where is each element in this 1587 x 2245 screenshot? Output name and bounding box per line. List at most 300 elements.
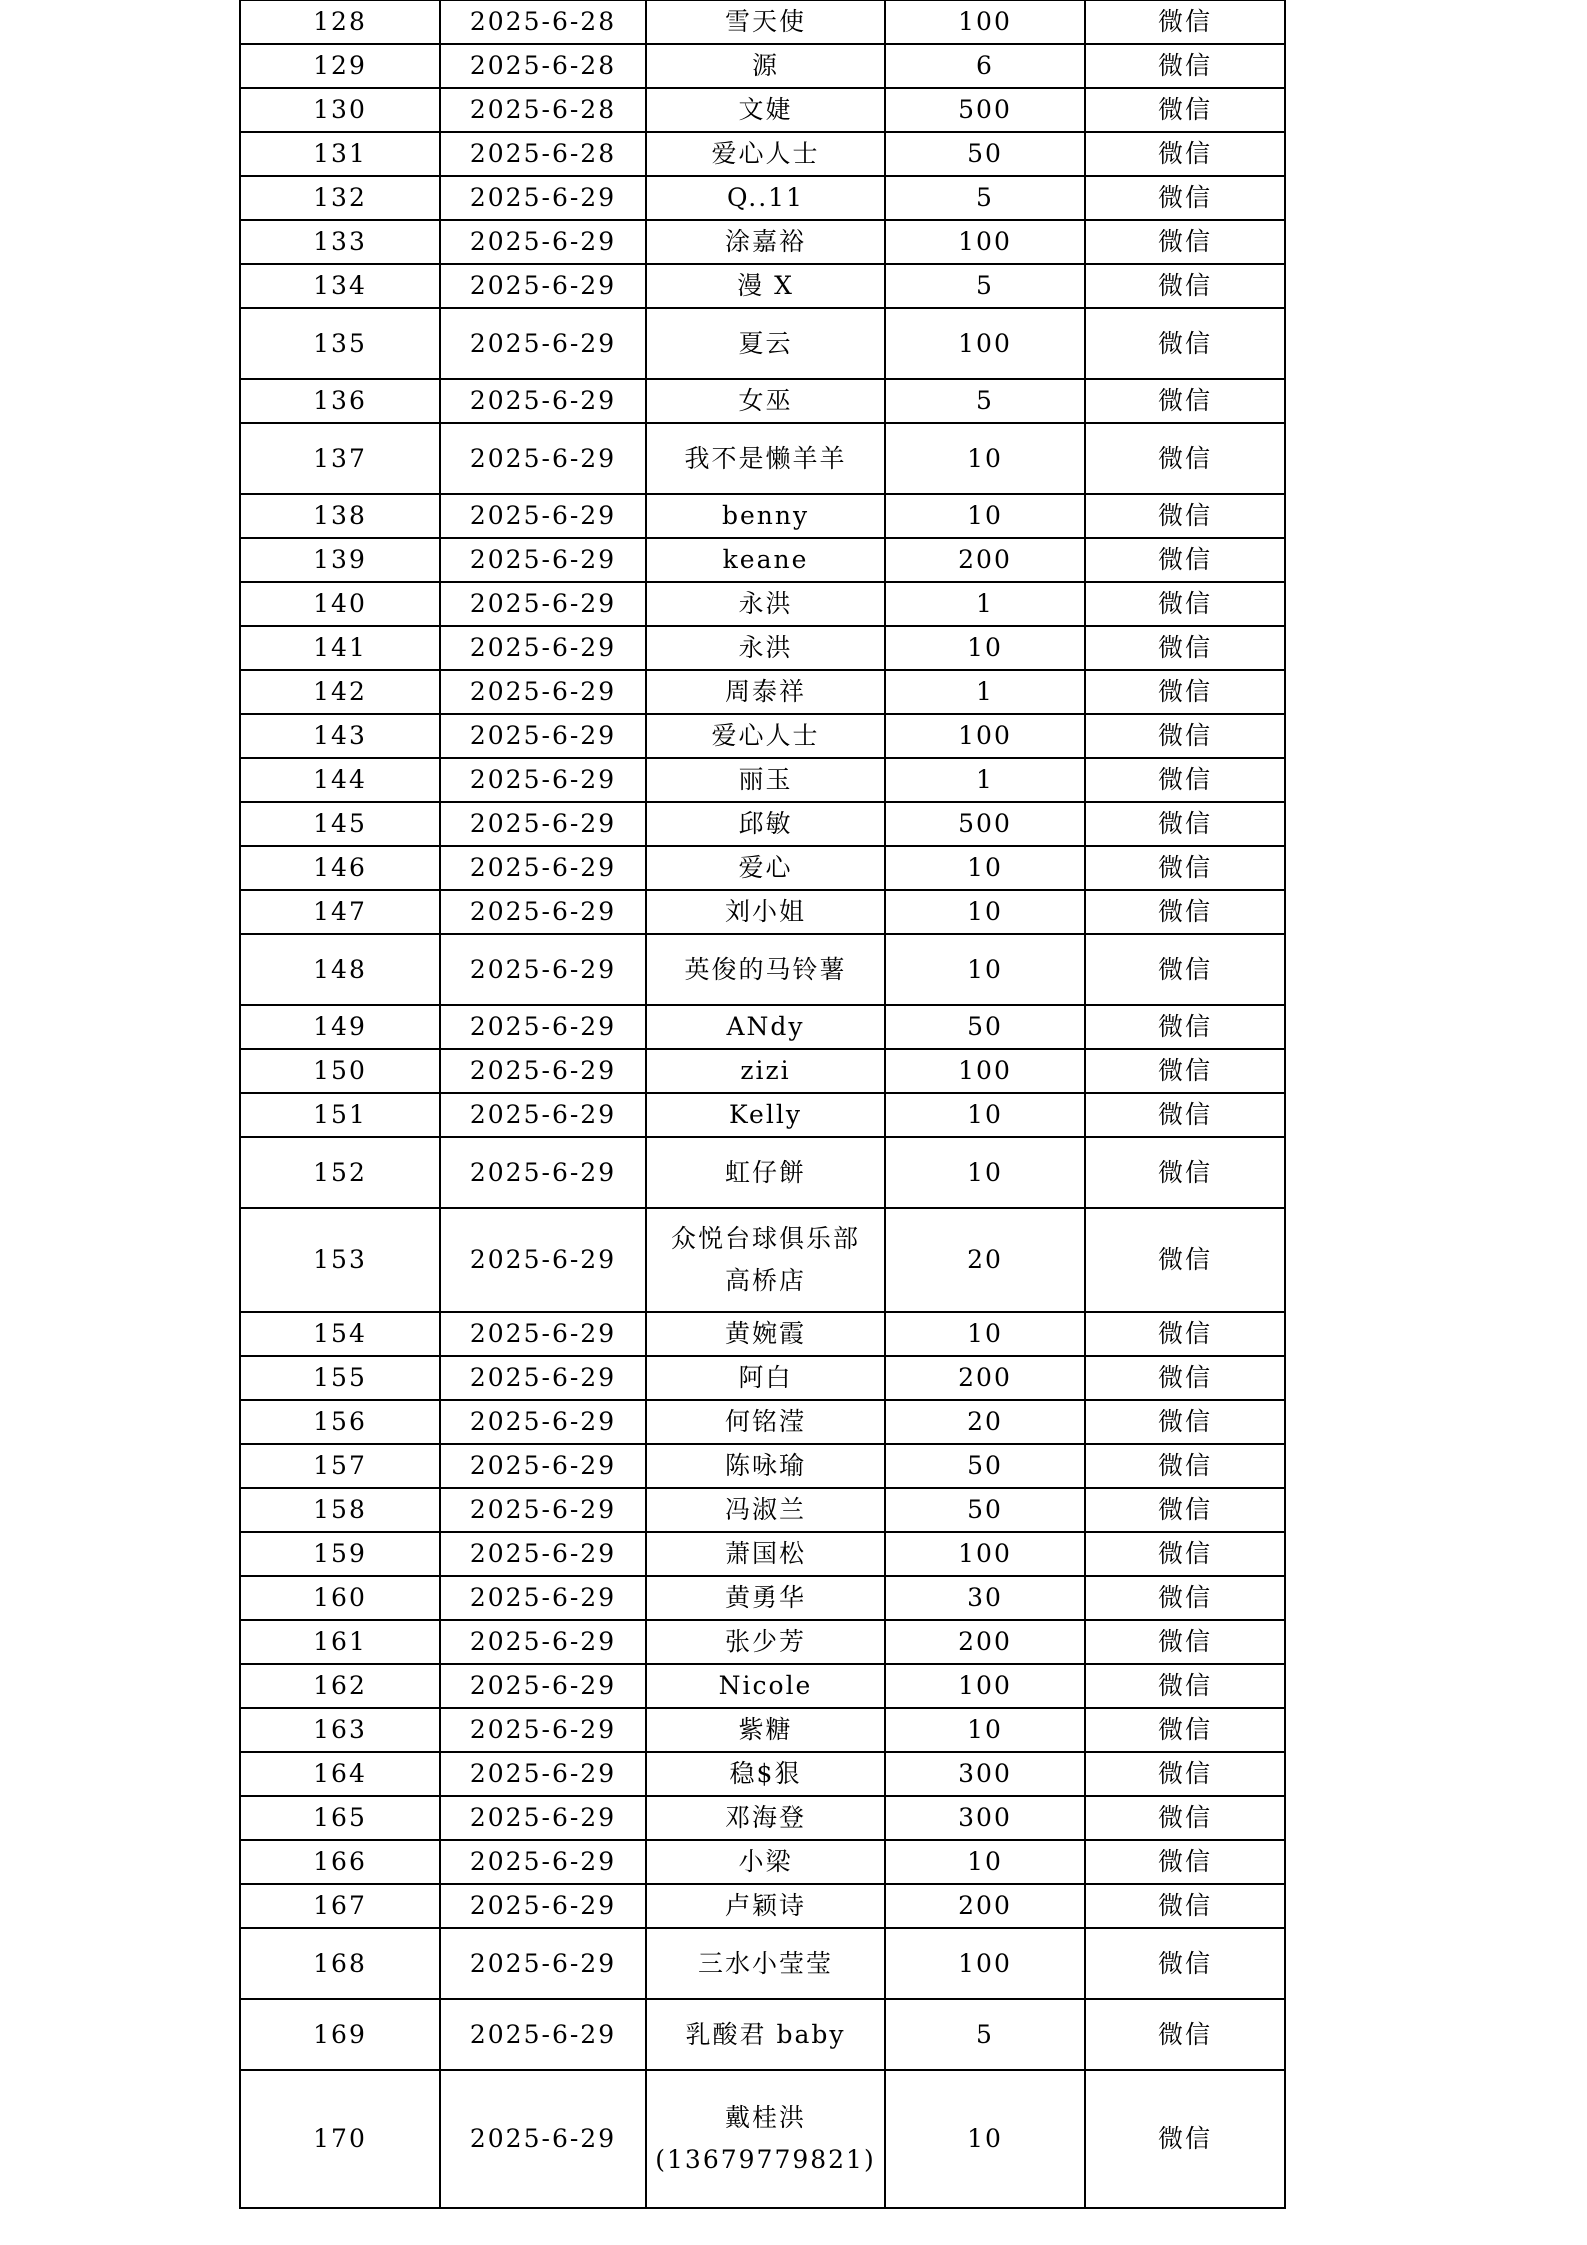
donor-name xyxy=(646,0,885,44)
payment-channel: 微信 xyxy=(1085,1208,1285,1312)
donor-name xyxy=(646,1928,885,1999)
donor-name-line: 张少芳 xyxy=(724,1627,806,1656)
table-row xyxy=(240,1208,1285,1312)
donor-name-line: 黄婉霞 xyxy=(724,1319,806,1348)
donor-name-line: ANdy xyxy=(726,1012,805,1041)
payment-channel: 微信 xyxy=(1085,1840,1285,1884)
table-row xyxy=(240,890,1285,934)
donation-amount: 100 xyxy=(885,714,1085,758)
donor-name-line: 众悦台球俱乐部 xyxy=(670,1224,860,1253)
donor-name xyxy=(646,1532,885,1576)
donation-amount: 5 xyxy=(885,379,1085,423)
donor-name-line: 文婕 xyxy=(738,95,793,124)
table-row xyxy=(240,670,1285,714)
row-number: 149 xyxy=(240,1005,440,1049)
donation-date: 2025-6-29 xyxy=(440,1796,646,1840)
donation-date: 2025-6-29 xyxy=(440,220,646,264)
table-row xyxy=(240,379,1285,423)
payment-channel: 微信 xyxy=(1085,890,1285,934)
donor-name xyxy=(646,1664,885,1708)
table-row xyxy=(240,1005,1285,1049)
payment-channel: 微信 xyxy=(1085,1999,1285,2070)
donor-name xyxy=(646,1752,885,1796)
donation-date: 2025-6-29 xyxy=(440,1444,646,1488)
donor-name xyxy=(646,308,885,379)
payment-channel: 微信 xyxy=(1085,132,1285,176)
row-number: 134 xyxy=(240,264,440,308)
row-number: 130 xyxy=(240,88,440,132)
donor-name xyxy=(646,264,885,308)
payment-channel: 微信 xyxy=(1085,379,1285,423)
donation-amount: 200 xyxy=(885,538,1085,582)
row-number: 159 xyxy=(240,1532,440,1576)
payment-channel: 微信 xyxy=(1085,2070,1285,2208)
donor-name-line: 高桥店 xyxy=(724,1266,806,1295)
table-row xyxy=(240,1840,1285,1884)
payment-channel: 微信 xyxy=(1085,264,1285,308)
donation-amount: 50 xyxy=(885,132,1085,176)
row-number: 140 xyxy=(240,582,440,626)
donation-amount: 10 xyxy=(885,934,1085,1005)
donor-name xyxy=(646,44,885,88)
donor-name-line: 虹仔餅 xyxy=(724,1157,806,1187)
donation-date: 2025-6-29 xyxy=(440,1576,646,1620)
donor-name-line: 稳$狠 xyxy=(729,1759,802,1788)
payment-channel: 微信 xyxy=(1085,538,1285,582)
donation-amount: 50 xyxy=(885,1005,1085,1049)
donor-name xyxy=(646,1488,885,1532)
row-number: 128 xyxy=(240,0,440,44)
donor-name-line: keane xyxy=(722,545,809,574)
donation-amount: 5 xyxy=(885,264,1085,308)
row-number: 129 xyxy=(240,44,440,88)
donation-amount: 50 xyxy=(885,1444,1085,1488)
row-number: 166 xyxy=(240,1840,440,1884)
table-row xyxy=(240,494,1285,538)
donation-date: 2025-6-29 xyxy=(440,890,646,934)
donation-date: 2025-6-29 xyxy=(440,1312,646,1356)
donor-name xyxy=(646,1884,885,1928)
donation-amount: 5 xyxy=(885,176,1085,220)
donation-amount: 10 xyxy=(885,890,1085,934)
table-row xyxy=(240,1532,1285,1576)
donation-date: 2025-6-29 xyxy=(440,1928,646,1999)
row-number: 160 xyxy=(240,1576,440,1620)
payment-channel: 微信 xyxy=(1085,220,1285,264)
row-number: 141 xyxy=(240,626,440,670)
donor-name xyxy=(646,1208,885,1312)
payment-channel: 微信 xyxy=(1085,176,1285,220)
donation-date: 2025-6-29 xyxy=(440,1708,646,1752)
donation-amount: 100 xyxy=(885,1928,1085,1999)
donor-name-line: 刘小姐 xyxy=(724,897,806,926)
donation-amount: 100 xyxy=(885,308,1085,379)
donation-date: 2025-6-29 xyxy=(440,802,646,846)
donor-name xyxy=(646,890,885,934)
payment-channel: 微信 xyxy=(1085,1137,1285,1208)
donation-amount: 200 xyxy=(885,1884,1085,1928)
row-number: 136 xyxy=(240,379,440,423)
donor-name xyxy=(646,1444,885,1488)
payment-channel: 微信 xyxy=(1085,423,1285,494)
donor-name-line: 冯淑兰 xyxy=(724,1495,806,1524)
row-number: 156 xyxy=(240,1400,440,1444)
donation-amount: 200 xyxy=(885,1620,1085,1664)
row-number: 143 xyxy=(240,714,440,758)
donation-amount: 200 xyxy=(885,1356,1085,1400)
donor-name xyxy=(646,88,885,132)
donation-date: 2025-6-29 xyxy=(440,626,646,670)
donation-date: 2025-6-29 xyxy=(440,758,646,802)
row-number: 144 xyxy=(240,758,440,802)
donation-date: 2025-6-28 xyxy=(440,132,646,176)
donation-date: 2025-6-29 xyxy=(440,176,646,220)
donor-name xyxy=(646,714,885,758)
donor-name xyxy=(646,1840,885,1884)
row-number: 142 xyxy=(240,670,440,714)
table-row xyxy=(240,264,1285,308)
table-row xyxy=(240,538,1285,582)
donor-name-line: 何铭滢 xyxy=(724,1407,806,1436)
donation-date: 2025-6-29 xyxy=(440,264,646,308)
row-number: 135 xyxy=(240,308,440,379)
donation-amount: 10 xyxy=(885,1840,1085,1884)
table-row xyxy=(240,1049,1285,1093)
donation-amount: 10 xyxy=(885,846,1085,890)
donation-amount: 6 xyxy=(885,44,1085,88)
table-row xyxy=(240,308,1285,379)
donor-name xyxy=(646,1708,885,1752)
donor-name xyxy=(646,379,885,423)
donor-name xyxy=(646,1576,885,1620)
row-number: 155 xyxy=(240,1356,440,1400)
donor-name xyxy=(646,802,885,846)
donor-name-line: 英俊的马铃薯 xyxy=(684,954,847,984)
donor-name xyxy=(646,423,885,494)
donor-name xyxy=(646,626,885,670)
donor-name xyxy=(646,2070,885,2208)
table-row xyxy=(240,0,1285,44)
donor-name-line: 夏云 xyxy=(738,328,793,358)
donation-amount: 10 xyxy=(885,423,1085,494)
table-row xyxy=(240,1752,1285,1796)
donation-amount: 100 xyxy=(885,1664,1085,1708)
row-number: 157 xyxy=(240,1444,440,1488)
row-number: 161 xyxy=(240,1620,440,1664)
donor-name-line: 漫 X xyxy=(737,271,794,300)
donation-date: 2025-6-29 xyxy=(440,714,646,758)
row-number: 147 xyxy=(240,890,440,934)
donor-name-line: 涂嘉裕 xyxy=(724,227,806,256)
donor-name xyxy=(646,220,885,264)
row-number: 167 xyxy=(240,1884,440,1928)
donor-name xyxy=(646,846,885,890)
row-number: 133 xyxy=(240,220,440,264)
donor-name xyxy=(646,1137,885,1208)
donor-name-line: 陈咏瑜 xyxy=(724,1451,806,1480)
row-number: 170 xyxy=(240,2070,440,2208)
donor-name-line: 小梁 xyxy=(738,1847,793,1876)
table-row xyxy=(240,1093,1285,1137)
payment-channel: 微信 xyxy=(1085,582,1285,626)
payment-channel: 微信 xyxy=(1085,626,1285,670)
donor-name-line: zizi xyxy=(740,1056,791,1085)
payment-channel: 微信 xyxy=(1085,1752,1285,1796)
row-number: 153 xyxy=(240,1208,440,1312)
table-row xyxy=(240,1356,1285,1400)
payment-channel: 微信 xyxy=(1085,0,1285,44)
donor-name xyxy=(646,1796,885,1840)
donor-name-line: 阿白 xyxy=(738,1363,793,1392)
donor-name-line: 卢颖诗 xyxy=(724,1891,806,1920)
donor-name-line: 爱心人士 xyxy=(711,139,820,168)
donor-name-line: 紫糖 xyxy=(738,1715,793,1744)
donation-date: 2025-6-29 xyxy=(440,379,646,423)
table-row xyxy=(240,423,1285,494)
donation-date: 2025-6-29 xyxy=(440,1049,646,1093)
table-row xyxy=(240,1884,1285,1928)
donation-date: 2025-6-29 xyxy=(440,1356,646,1400)
table-row xyxy=(240,1708,1285,1752)
row-number: 148 xyxy=(240,934,440,1005)
row-number: 163 xyxy=(240,1708,440,1752)
donor-name-line: 周泰祥 xyxy=(724,677,806,706)
table-row xyxy=(240,714,1285,758)
donor-name-line: 爱心 xyxy=(738,853,793,882)
table-row xyxy=(240,1928,1285,1999)
donation-amount: 300 xyxy=(885,1796,1085,1840)
donor-name xyxy=(646,1356,885,1400)
donation-date: 2025-6-28 xyxy=(440,44,646,88)
payment-channel: 微信 xyxy=(1085,88,1285,132)
donor-name-line: Q..11 xyxy=(727,183,804,212)
donation-amount: 10 xyxy=(885,1093,1085,1137)
table-row xyxy=(240,626,1285,670)
table-row xyxy=(240,1796,1285,1840)
payment-channel: 微信 xyxy=(1085,802,1285,846)
payment-channel: 微信 xyxy=(1085,1093,1285,1137)
payment-channel: 微信 xyxy=(1085,1532,1285,1576)
table-row xyxy=(240,176,1285,220)
row-number: 132 xyxy=(240,176,440,220)
table-row xyxy=(240,1664,1285,1708)
donor-name-line: 萧国松 xyxy=(724,1539,806,1568)
donor-name xyxy=(646,758,885,802)
donor-name xyxy=(646,132,885,176)
table-row xyxy=(240,582,1285,626)
donation-date: 2025-6-29 xyxy=(440,1752,646,1796)
donation-amount: 500 xyxy=(885,802,1085,846)
donation-amount: 10 xyxy=(885,2070,1085,2208)
row-number: 131 xyxy=(240,132,440,176)
payment-channel: 微信 xyxy=(1085,1620,1285,1664)
donation-amount: 100 xyxy=(885,220,1085,264)
donation-amount: 500 xyxy=(885,88,1085,132)
donor-name xyxy=(646,176,885,220)
row-number: 162 xyxy=(240,1664,440,1708)
donation-amount: 20 xyxy=(885,1400,1085,1444)
payment-channel: 微信 xyxy=(1085,1488,1285,1532)
payment-channel: 微信 xyxy=(1085,1049,1285,1093)
donation-date: 2025-6-29 xyxy=(440,1664,646,1708)
donor-name-line: 永洪 xyxy=(738,633,793,662)
table-row xyxy=(240,1444,1285,1488)
donor-name-line: (13679779821) xyxy=(655,2145,876,2174)
donor-name xyxy=(646,1005,885,1049)
payment-channel: 微信 xyxy=(1085,1664,1285,1708)
donation-date: 2025-6-29 xyxy=(440,846,646,890)
donation-amount: 5 xyxy=(885,1999,1085,2070)
row-number: 150 xyxy=(240,1049,440,1093)
donor-name xyxy=(646,1999,885,2070)
donation-date: 2025-6-29 xyxy=(440,308,646,379)
donation-date: 2025-6-29 xyxy=(440,582,646,626)
donor-name xyxy=(646,670,885,714)
donor-name xyxy=(646,1400,885,1444)
donation-date: 2025-6-29 xyxy=(440,1400,646,1444)
donation-amount: 10 xyxy=(885,1137,1085,1208)
donor-name-line: benny xyxy=(721,501,810,530)
payment-channel: 微信 xyxy=(1085,1796,1285,1840)
donation-table xyxy=(239,0,1286,2209)
donor-name-line: 丽玉 xyxy=(738,765,793,794)
donor-name-line: 黄勇华 xyxy=(724,1583,806,1612)
donation-amount: 100 xyxy=(885,1049,1085,1093)
donation-date: 2025-6-29 xyxy=(440,1840,646,1884)
donation-date: 2025-6-29 xyxy=(440,1005,646,1049)
payment-channel: 微信 xyxy=(1085,1708,1285,1752)
donation-amount: 10 xyxy=(885,494,1085,538)
donor-name-line: 三水小莹莹 xyxy=(697,1948,833,1978)
table-row xyxy=(240,846,1285,890)
donor-name xyxy=(646,538,885,582)
donor-name-line: 乳酸君 baby xyxy=(685,2019,846,2049)
donation-date: 2025-6-29 xyxy=(440,1620,646,1664)
donor-name xyxy=(646,1312,885,1356)
donor-name-line: 源 xyxy=(751,51,779,80)
table-row xyxy=(240,758,1285,802)
donation-amount: 1 xyxy=(885,758,1085,802)
donation-date: 2025-6-29 xyxy=(440,1999,646,2070)
table-row xyxy=(240,220,1285,264)
donation-amount: 10 xyxy=(885,1312,1085,1356)
payment-channel: 微信 xyxy=(1085,1444,1285,1488)
donor-name xyxy=(646,1093,885,1137)
payment-channel: 微信 xyxy=(1085,1005,1285,1049)
donation-table-body xyxy=(240,0,1285,2208)
donor-name xyxy=(646,1049,885,1093)
donation-date: 2025-6-29 xyxy=(440,2070,646,2208)
payment-channel: 微信 xyxy=(1085,44,1285,88)
donation-date: 2025-6-29 xyxy=(440,670,646,714)
donor-name-line: 爱心人士 xyxy=(711,721,820,750)
donor-name-line: 戴桂洪 xyxy=(724,2103,806,2132)
donation-amount: 10 xyxy=(885,626,1085,670)
donation-date: 2025-6-29 xyxy=(440,538,646,582)
donation-date: 2025-6-29 xyxy=(440,1532,646,1576)
table-row xyxy=(240,802,1285,846)
donor-name xyxy=(646,934,885,1005)
donor-name-line: 女巫 xyxy=(738,386,793,415)
donation-date: 2025-6-29 xyxy=(440,1137,646,1208)
table-row xyxy=(240,2070,1285,2208)
row-number: 137 xyxy=(240,423,440,494)
table-row xyxy=(240,88,1285,132)
donation-amount: 1 xyxy=(885,670,1085,714)
table-row xyxy=(240,1137,1285,1208)
donation-date: 2025-6-29 xyxy=(440,494,646,538)
row-number: 158 xyxy=(240,1488,440,1532)
donor-name-line: 永洪 xyxy=(738,589,793,618)
donation-amount: 20 xyxy=(885,1208,1085,1312)
payment-channel: 微信 xyxy=(1085,758,1285,802)
donation-date: 2025-6-28 xyxy=(440,88,646,132)
donation-date: 2025-6-29 xyxy=(440,1488,646,1532)
table-row xyxy=(240,1312,1285,1356)
payment-channel: 微信 xyxy=(1085,1884,1285,1928)
donation-amount: 30 xyxy=(885,1576,1085,1620)
donation-amount: 300 xyxy=(885,1752,1085,1796)
row-number: 145 xyxy=(240,802,440,846)
donor-name xyxy=(646,494,885,538)
donation-amount: 100 xyxy=(885,1532,1085,1576)
donation-date: 2025-6-29 xyxy=(440,934,646,1005)
payment-channel: 微信 xyxy=(1085,494,1285,538)
donation-date: 2025-6-29 xyxy=(440,1093,646,1137)
donor-name-line: 邓海登 xyxy=(724,1803,806,1832)
donation-date: 2025-6-29 xyxy=(440,423,646,494)
payment-channel: 微信 xyxy=(1085,1928,1285,1999)
row-number: 168 xyxy=(240,1928,440,1999)
donation-date: 2025-6-29 xyxy=(440,1208,646,1312)
donor-name-line: Nicole xyxy=(718,1671,813,1700)
row-number: 139 xyxy=(240,538,440,582)
donation-amount: 10 xyxy=(885,1708,1085,1752)
donor-name-line: 我不是懒羊羊 xyxy=(684,443,847,473)
donation-date: 2025-6-28 xyxy=(440,0,646,44)
donor-name xyxy=(646,582,885,626)
table-row xyxy=(240,934,1285,1005)
row-number: 151 xyxy=(240,1093,440,1137)
row-number: 146 xyxy=(240,846,440,890)
payment-channel: 微信 xyxy=(1085,714,1285,758)
table-row xyxy=(240,1576,1285,1620)
table-row xyxy=(240,1400,1285,1444)
table-row xyxy=(240,1999,1285,2070)
row-number: 164 xyxy=(240,1752,440,1796)
donation-amount: 50 xyxy=(885,1488,1085,1532)
donor-name xyxy=(646,1620,885,1664)
donation-amount: 1 xyxy=(885,582,1085,626)
row-number: 154 xyxy=(240,1312,440,1356)
row-number: 138 xyxy=(240,494,440,538)
payment-channel: 微信 xyxy=(1085,308,1285,379)
donation-date: 2025-6-29 xyxy=(440,1884,646,1928)
payment-channel: 微信 xyxy=(1085,1356,1285,1400)
payment-channel: 微信 xyxy=(1085,1576,1285,1620)
row-number: 165 xyxy=(240,1796,440,1840)
table-row xyxy=(240,1620,1285,1664)
table-row xyxy=(240,44,1285,88)
donor-name-line: 雪天使 xyxy=(724,7,806,36)
table-row xyxy=(240,1488,1285,1532)
payment-channel: 微信 xyxy=(1085,670,1285,714)
donor-name-line: Kelly xyxy=(729,1100,802,1129)
row-number: 152 xyxy=(240,1137,440,1208)
payment-channel: 微信 xyxy=(1085,1312,1285,1356)
donation-amount: 100 xyxy=(885,0,1085,44)
donor-name-line: 邱敏 xyxy=(738,809,793,838)
